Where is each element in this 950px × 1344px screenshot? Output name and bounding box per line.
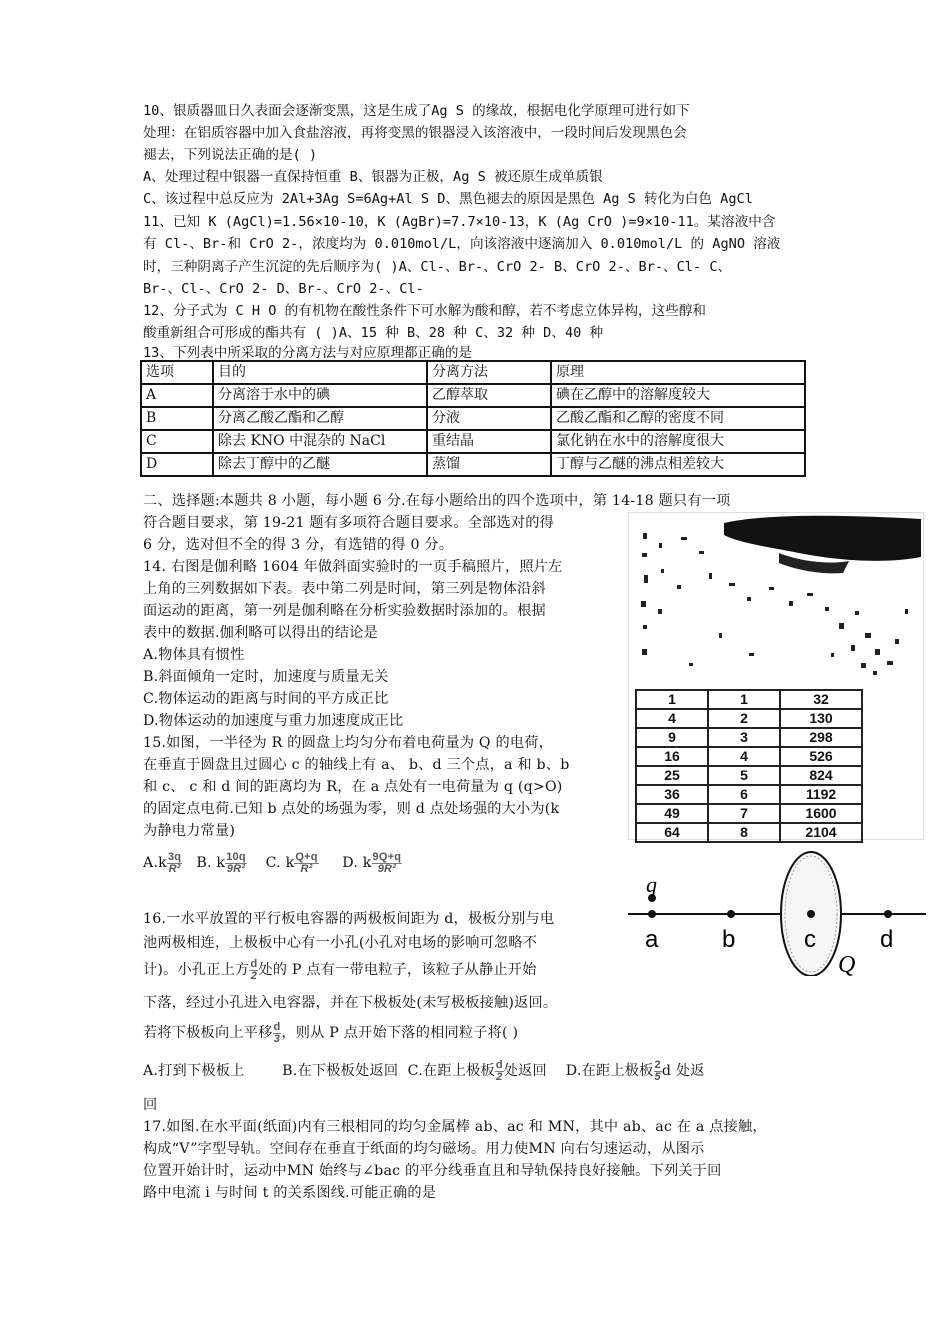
fraction-denominator: R² — [168, 862, 181, 875]
manuscript-scan-graphic — [629, 513, 923, 685]
table-cell: 2104 — [780, 823, 862, 842]
galileo-manuscript-photo — [628, 512, 924, 840]
table-cell: 分液 — [427, 407, 551, 430]
table-row — [636, 690, 862, 709]
q15-option-b-label: B. k — [196, 855, 226, 871]
q15-line-4: 的固定点电荷.已知 b 点处的场强为零，则 d 点处场强的大小为(k — [143, 801, 560, 817]
q15-line-2: 在垂直于圆盘且过圆心 c 的轴线上有 a、 b、d 三个点，a 和 b、b — [143, 757, 570, 773]
q16-option-b: B.在下极板处返回 — [282, 1063, 399, 1079]
table-cell: A — [141, 384, 213, 407]
table-cell: 49 — [636, 804, 708, 823]
table-cell: 氯化钠在水中的溶解度很大 — [551, 430, 805, 453]
table-cell: 3 — [708, 728, 780, 747]
separation-table — [140, 360, 806, 477]
table-cell: C — [141, 430, 213, 453]
fraction-denominator: 2 — [496, 1070, 503, 1083]
table-cell: 36 — [636, 785, 708, 804]
fraction-numerator: 3q — [167, 850, 182, 863]
table-row — [141, 361, 805, 384]
q15-option-d-fraction — [372, 852, 403, 875]
q11-line-1: 11、已知 K (AgCl)=1.56×10-10，K (AgBr)=7.7×10-13，K (Ag CrO )=9×10-11。某溶液中含 — [143, 214, 776, 230]
q11-line-4: Br-、Cl-、CrO 2- D、Br-、CrO 2-、Cl- — [143, 281, 424, 297]
table-cell: 25 — [636, 766, 708, 785]
q10-line-2: 处理：在铝质容器中加入食盐溶液，再将变黑的银器浸入该溶液中，一段时间后发现黑色会 — [143, 125, 687, 141]
section-2-header-2: 符合题目要求，第 19-21 题有多项符合题目要求。全部选对的得 — [143, 515, 555, 531]
fraction-denominator: 2 — [250, 969, 258, 982]
charged-disk-diagram — [628, 846, 928, 976]
q15-option-c-fraction — [294, 852, 318, 875]
table-row — [636, 804, 862, 823]
fraction-numerator: 9Q+q — [372, 850, 402, 863]
table-cell: 乙醇萃取 — [427, 384, 551, 407]
q10-option-ab: A、处理过程中银器一直保持恒重 B、银器为正极，Ag S 被还原生成单质银 — [143, 169, 603, 185]
q14-line-1: 14. 右图是伽利略 1604 年做斜面实验时的一页手稿照片，照片左 — [143, 559, 563, 575]
table-row — [141, 407, 805, 430]
table-row — [141, 453, 805, 476]
table-cell: 目的 — [213, 361, 427, 384]
table-cell: 重结晶 — [427, 430, 551, 453]
q14-option-d: D.物体运动的加速度与重力加速度成正比 — [143, 713, 404, 729]
q15-option-a-fraction — [167, 852, 182, 875]
q13-stem: 13、下列表中所采取的分离方法与对应原理都正确的是 — [143, 345, 473, 361]
table-cell: 9 — [636, 728, 708, 747]
table-cell: 4 — [636, 709, 708, 728]
q16-line-2: 池两极相连，上极板中心有一小孔(小孔对电场的影响可忽略不 — [143, 935, 538, 951]
q16-options — [143, 1058, 705, 1084]
q16-line-3 — [143, 956, 537, 984]
table-cell: 除去丁醇中的乙醚 — [213, 453, 427, 476]
q16-option-d-end: d 处返 — [661, 1063, 705, 1079]
label-a: a — [645, 926, 659, 953]
table-row — [636, 823, 862, 842]
fraction-numerator: d — [273, 1020, 281, 1033]
table-cell: 选项 — [141, 361, 213, 384]
table-cell: 16 — [636, 747, 708, 766]
point-a — [648, 910, 656, 918]
q15-options — [143, 848, 402, 878]
q14-line-3: 面运动的距离，第一列是伽利略在分析实验数据时添加的。根据 — [143, 603, 546, 619]
table-row — [636, 728, 862, 747]
fraction-numerator: Q+q — [295, 850, 318, 863]
q14-line-4: 表中的数据.伽利略可以得出的结论是 — [143, 625, 378, 641]
table-cell: 526 — [780, 747, 862, 766]
table-cell: 130 — [780, 709, 862, 728]
fraction-numerator: 2 — [654, 1058, 661, 1071]
table-cell: 6 — [708, 785, 780, 804]
fraction-numerator: d — [495, 1058, 503, 1071]
fraction-denominator: 3 — [273, 1032, 281, 1045]
q14-line-2: 上角的三列数据如下表。表中第二列是时间，第三列是物体沿斜 — [143, 581, 546, 597]
table-cell: 1192 — [780, 785, 862, 804]
q16-line-5-end: ，则从 P 点开始下落的相同粒子将( ) — [281, 1025, 519, 1041]
label-q: q — [646, 872, 657, 897]
table-cell: 分离溶于水中的碘 — [213, 384, 427, 407]
q16-option-c-start: C.在距上极板 — [407, 1063, 495, 1079]
q16-line-4: 下落，经过小孔进入电容器，并在下极板处(未写极板接触)返回。 — [143, 995, 558, 1011]
table-cell: 64 — [636, 823, 708, 842]
table-cell: 4 — [708, 747, 780, 766]
table-cell: 分离乙酸乙酯和乙醇 — [213, 407, 427, 430]
table-cell: 298 — [780, 728, 862, 747]
fraction-numerator: 10q — [226, 850, 246, 863]
q16-option-d-fraction — [654, 1060, 662, 1083]
table-cell: 1600 — [780, 804, 862, 823]
section-2-header-3: 6 分，选对但不全的得 3 分，有选错的得 0 分。 — [143, 537, 454, 553]
table-cell: 碘在乙醇中的溶解度较大 — [551, 384, 805, 407]
q16-line-5-start: 若将下极板向上平移 — [143, 1025, 273, 1041]
point-b — [727, 910, 735, 918]
q10-option-cd: C、该过程中总反应为 2Al+3Ag S=6Ag+Al S D、黑色褪去的原因是黑色 Ag S 转化为白色 AgCl — [143, 191, 753, 207]
table-cell: 乙酸乙酯和乙醇的密度不同 — [551, 407, 805, 430]
point-c — [807, 910, 815, 918]
q15-option-a-label: A.k — [143, 855, 167, 871]
table-cell: 5 — [708, 766, 780, 785]
section-2-header-1: 二、选择题:本题共 8 小题，每小题 6 分.在每小题给出的四个选项中，第 14-18 题只有一项 — [143, 493, 731, 509]
table-cell: 824 — [780, 766, 862, 785]
table-row — [636, 766, 862, 785]
q14-option-b: B.斜面倾角一定时，加速度与质量无关 — [143, 669, 389, 685]
fraction-denominator: R² — [300, 862, 313, 875]
table-cell: 除去 KNO 中混杂的 NaCl — [213, 430, 427, 453]
label-d: d — [880, 926, 894, 953]
q16-line-1: 16.一水平放置的平行板电容器的两极板间距为 d，极板分别与电 — [143, 911, 555, 927]
fraction-numerator: d — [250, 957, 258, 970]
q15-line-3: 和 c、 c 和 d 间的距离均为 R，在 a 点处有一电荷量为 q (q>O) — [143, 779, 563, 795]
q16-option-d-wrap: 回 — [143, 1097, 158, 1113]
q17-line-1: 17.如图.在水平面(纸面)内有三根相同的均匀金属棒 ab、ac 和 MN，其中 ab、ac 在 a 点接触， — [143, 1119, 767, 1135]
q14-option-a: A.物体具有惯性 — [143, 647, 245, 663]
table-row — [141, 430, 805, 453]
point-d — [884, 910, 892, 918]
table-row — [636, 747, 862, 766]
q15-option-c-label: C. k — [265, 855, 295, 871]
q12-line-2: 酸重新组合可形成的酯共有 ( )A、15 种 B、28 种 C、32 种 D、40 种 — [143, 325, 604, 341]
q11-line-3: 时，三种阴离子产生沉淀的先后顺序为( )A、Cl-、Br-、CrO 2- B、CrO 2-、Br-、Cl- C、 — [143, 259, 732, 275]
q15-option-d-label: D. k — [342, 855, 372, 871]
table-cell: 原理 — [551, 361, 805, 384]
label-Q: Q — [838, 952, 856, 976]
table-cell: 丁醇与乙醚的沸点相差较大 — [551, 453, 805, 476]
table-row — [636, 785, 862, 804]
q16-line-3-start: 计)。小孔正上方 — [143, 962, 250, 978]
fraction-denominator: 5 — [654, 1070, 661, 1083]
table-cell: 8 — [708, 823, 780, 842]
q15-line-1: 15.如图，一半径为 R 的圆盘上均匀分布着电荷量为 Q 的电荷， — [143, 735, 554, 751]
table-cell: D — [141, 453, 213, 476]
q17-line-4: 路中电流 i 与时间 t 的关系图线.可能正确的是 — [143, 1185, 437, 1201]
q16-line-3-end: 处的 P 点有一带电粒子，该粒子从静止开始 — [258, 962, 537, 978]
galileo-data-table — [635, 689, 863, 843]
table-cell: 蒸馏 — [427, 453, 551, 476]
q10-line-1: 10、银质器皿日久表面会逐渐变黑，这是生成了Ag S 的缘故，根据电化学原理可进行如下 — [143, 103, 690, 119]
table-cell: 1 — [636, 690, 708, 709]
table-row — [141, 384, 805, 407]
q11-line-2: 有 Cl-、Br-和 CrO 2-，浓度均为 0.010mol/L，向该溶液中逐滴加入 0.010mol/L 的 AgNO 溶液 — [143, 236, 781, 252]
table-row — [636, 709, 862, 728]
table-cell: 32 — [780, 690, 862, 709]
table-cell: B — [141, 407, 213, 430]
q16-option-c-end: 处返回 — [503, 1063, 547, 1079]
q16-option-a: A.打到下极板上 — [143, 1063, 245, 1079]
q15-line-5: 为静电力常量) — [143, 823, 236, 839]
q15-option-b-fraction — [225, 852, 247, 875]
fraction-denominator: 9R² — [226, 862, 246, 875]
table-cell: 2 — [708, 709, 780, 728]
q16-line-5 — [143, 1018, 518, 1048]
label-c: c — [804, 926, 816, 953]
q12-line-1: 12、分子式为 C H O 的有机物在酸性条件下可水解为酸和醇，若不考虑立体异构，这些醇和 — [143, 303, 707, 319]
q16-option-d-start: D.在距上极板 — [565, 1063, 654, 1079]
table-cell: 7 — [708, 804, 780, 823]
q17-line-2: 构成“V”字型导轨。空间存在垂直于纸面的均匀磁场。用力使MN 向右匀速运动，从图示 — [143, 1141, 705, 1157]
q10-line-3: 褪去，下列说法正确的是( ) — [143, 147, 318, 163]
q14-option-c: C.物体运动的距离与时间的平方成正比 — [143, 691, 389, 707]
table-cell: 1 — [708, 690, 780, 709]
q16-option-c-fraction — [495, 1060, 504, 1083]
fraction-denominator: 9R² — [377, 862, 397, 875]
table-cell: 分离方法 — [427, 361, 551, 384]
q17-line-3: 位置开始计时，运动中MN 始终与∠bac 的平分线垂直且和导轨保持良好接触。下列关于回 — [143, 1163, 722, 1179]
label-b: b — [722, 926, 736, 953]
